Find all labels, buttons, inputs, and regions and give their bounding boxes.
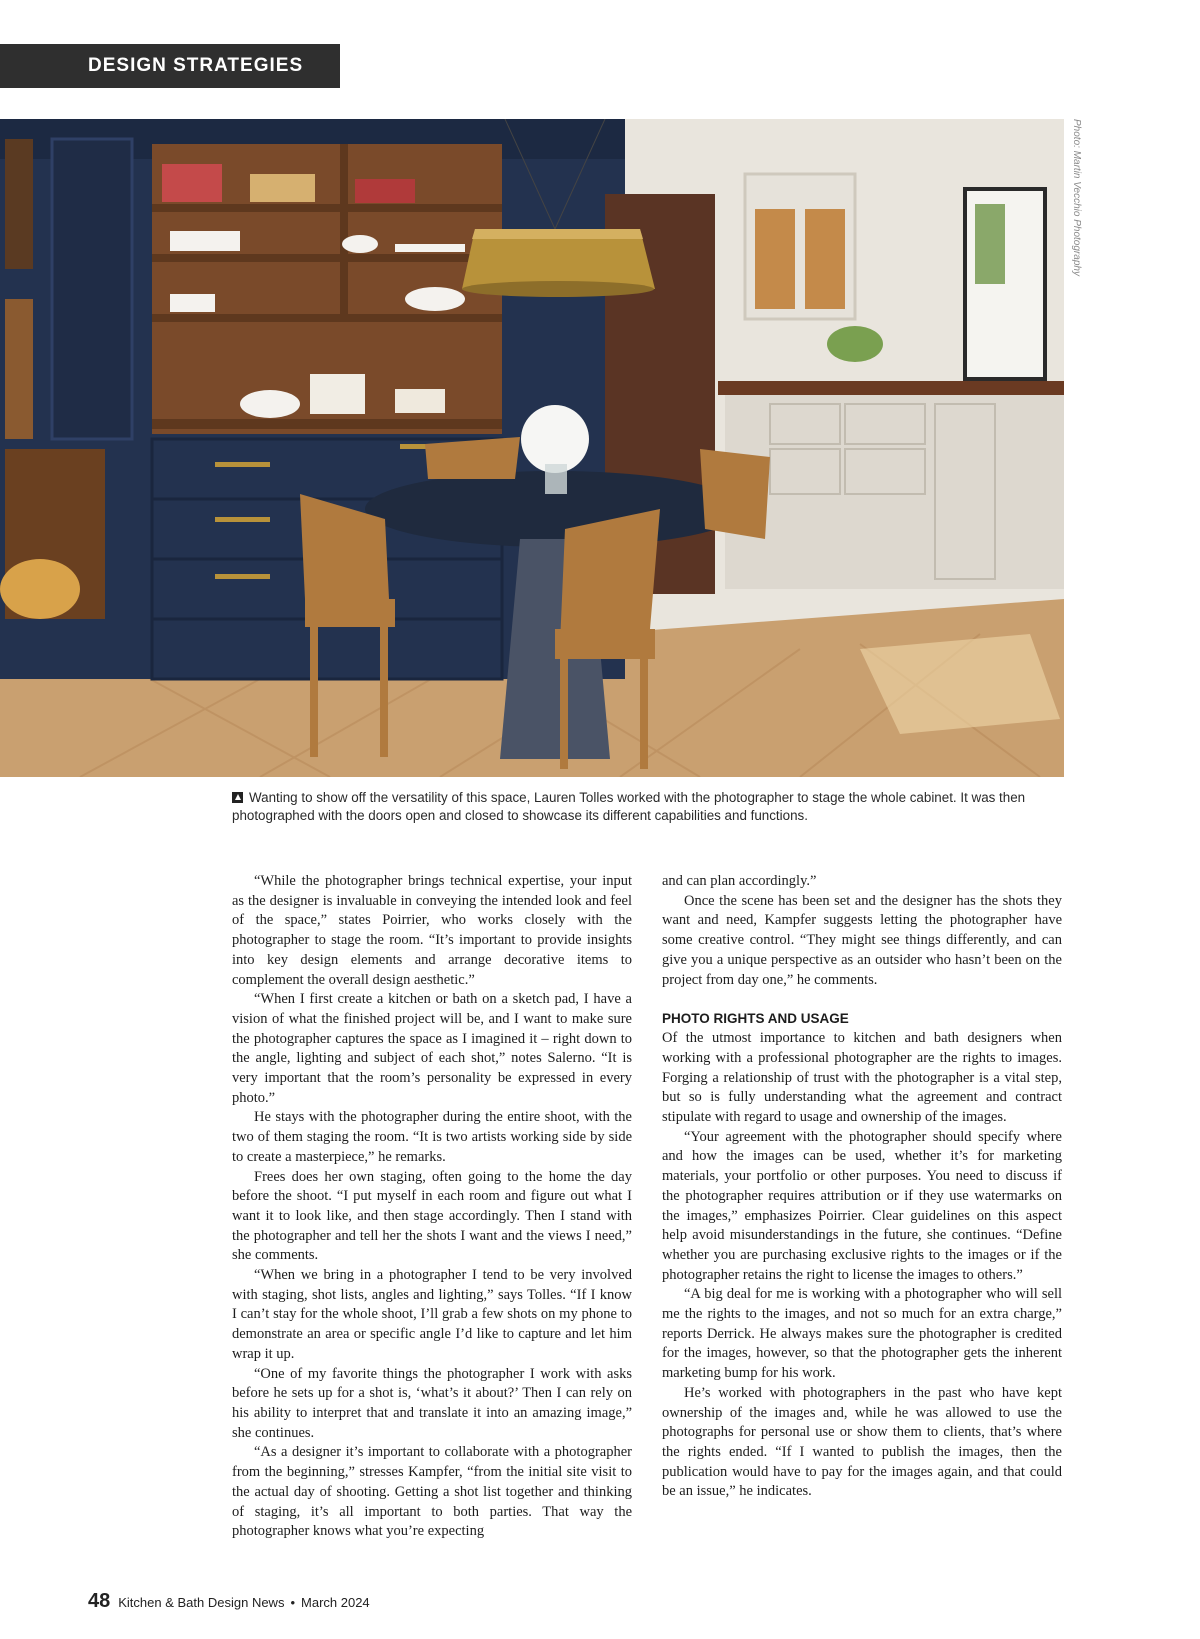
paragraph-continuation: and can plan accordingly.” — [662, 873, 817, 889]
paragraph: “While the photographer brings technical expertise, your input as the designer is invaluable in conveying the intended look and feel of the space,” states Poirrier, who works closely with the photographer to stage the room. “It’s important to provide insights into key design elements and arrange decorative items to complement the overall design aesthetic.” — [232, 873, 632, 988]
article-left-column — [232, 872, 632, 1542]
page-footer — [88, 1590, 370, 1613]
issue-date: March 2024 — [301, 1595, 370, 1610]
paragraph: “When I first create a kitchen or bath on a sketch pad, I have a vision of what the finished project will be, and I want to make sure the photographer captures the space as I imagined it – right down to the angle, lighting and subject of each shot,” notes Salerno. “It is very important that the room’s personality be expressed in every photo.” — [232, 991, 632, 1106]
photo-caption — [232, 789, 1062, 825]
paragraph: “As a designer it’s important to collaborate with a photographer from the beginning,” stresses Kampfer, “from the initial site visit to the actual day of shooting. Getting a shot list together and thinking of staging, it’s all important to both parties. That way the photographer knows what you’re expecting — [232, 1444, 632, 1540]
publication-name: Kitchen & Bath Design News — [118, 1595, 285, 1610]
section-subhead: PHOTO RIGHTS AND USAGE — [662, 1011, 849, 1027]
section-label: DESIGN STRATEGIES — [0, 44, 340, 88]
kitchen-dining-room-photo — [0, 119, 1064, 777]
footer-separator: • — [290, 1595, 296, 1610]
article-right-column — [662, 872, 1062, 1502]
paragraph: “A big deal for me is working with a photographer who will sell me the rights to the images, and not so much for an extra charge,” reports Derrick. He always makes sure the photographer is credited for the images, however, so that the photographer gets the inherent marketing bump for his work. — [662, 1286, 1062, 1382]
paragraph: “One of my favorite things the photographer I work with asks before he sets up for a shot is, ‘what’s it about?’ Then I can rely on his ability to interpret that and translate it into an amazing image,” she continues. — [232, 1365, 632, 1441]
photo-credit: Photo: Martin Vecchio Photography — [1071, 119, 1082, 276]
paragraph: Frees does her own staging, often going to the home the day before the shoot. “I put myself in each room and figure out what I want it to look like, and then stage accordingly. Then I stand with the photographer and tell her the shots I want and the views I need,” she comments. — [232, 1168, 632, 1264]
caption-text: Wanting to show off the versatility of this space, Lauren Tolles worked with the photographer to stage the whole cabinet. It was then photographed with the doors open and closed to showcase its different capabilities and functions. — [232, 790, 1026, 823]
paragraph: Once the scene has been set and the designer has the shots they want and need, Kampfer suggests letting the photographer have some creative control. “They might see things differently, and can give you a unique perspective as an outsider who hasn’t been on the project from day one,” he comments. — [662, 892, 1062, 988]
paragraph: He stays with the photographer during the entire shoot, with the two of them staging the room. “It is two artists working side by side to create a masterpiece,” he remarks. — [232, 1109, 632, 1165]
page-number: 48 — [88, 1590, 111, 1612]
paragraph: Of the utmost importance to kitchen and bath designers when working with a professional photographer are the rights to images. Forging a relationship of trust with the photographer is a vital step, but so is fully understanding what the agreement and contract stipulate with regard to usage and ownership of the images. — [662, 1030, 1062, 1126]
paragraph: “When we bring in a photographer I tend to be very involved with staging, shot lists, angles and lighting,” says Tolles. “If I know I can’t stay for the whole shoot, I’ll grab a few shots on my phone to demonstrate an area or specific angle I’d like to capture and let him wrap it up. — [232, 1267, 632, 1362]
paragraph: “Your agreement with the photographer should specify where and how the images can be used, whether it’s for marketing materials, your portfolio or other purposes. You need to discuss if the photographer requires attribution or if they use watermarks on the images,” emphasizes Poirrier. Clear guidelines on this aspect help avoid misunderstandings in the future, she continues. “Define whether you are purchasing exclusive rights to the images or if the photographer retains the right to license the images to others.” — [662, 1128, 1062, 1283]
paragraph: He’s worked with photographers in the past who have kept ownership of the images and, while he was allowed to use the photographs for personal use or show them to clients, that’s where the rights ended. “If I wanted to publish the images, then the publication would have to pay for the images again, and that could be an issue,” he indicates. — [662, 1384, 1062, 1500]
caption-arrow-icon — [232, 792, 243, 803]
